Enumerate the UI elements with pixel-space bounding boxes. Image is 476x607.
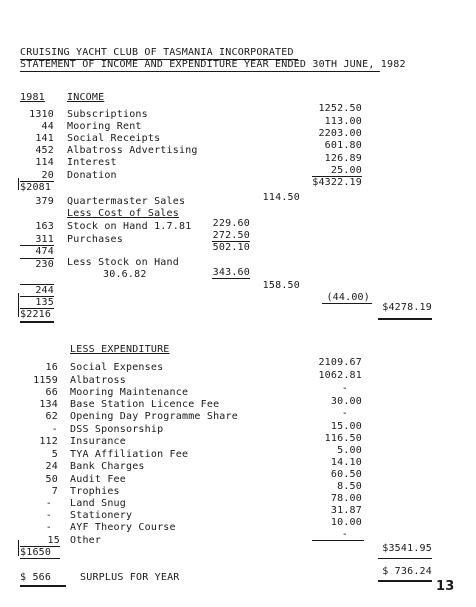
organisation-title: CRUISING YACHT CLUB OF TASMANIA INCORPORATED bbox=[20, 47, 294, 58]
expenditure-total-rule bbox=[312, 540, 364, 541]
qm-sales-prior: 379 bbox=[35, 196, 54, 207]
income-amount: 1252.50 bbox=[318, 103, 362, 114]
income-amount: 601.80 bbox=[324, 140, 362, 151]
expense-amount: 30.00 bbox=[330, 396, 362, 407]
income-label: Social Receipts bbox=[67, 133, 161, 144]
expense-prior: 66 bbox=[45, 387, 58, 398]
expense-amount: 8.50 bbox=[337, 481, 362, 492]
expense-label: Other bbox=[70, 535, 102, 546]
expense-amount: 78.00 bbox=[330, 493, 362, 504]
qm-net-rule bbox=[322, 303, 372, 304]
qm-cogs-prior: 244 bbox=[35, 285, 54, 296]
qm-closing-label: Less Stock on Hand bbox=[67, 257, 179, 268]
qm-stock-prior: 163 bbox=[35, 221, 54, 232]
qm-sum-prior: 474 bbox=[35, 246, 54, 257]
expense-label: Stationery bbox=[70, 510, 133, 521]
expense-label: Land Snug bbox=[70, 498, 126, 509]
expense-prior: 24 bbox=[45, 461, 58, 472]
qm-cogs-prior-rule bbox=[20, 284, 54, 285]
expenditure-total-underline bbox=[378, 558, 432, 559]
expense-label: DSS Sponsorship bbox=[70, 424, 164, 435]
qm-closing-amount: 343.60 bbox=[212, 267, 250, 278]
expense-prior: - bbox=[51, 424, 58, 435]
income-label: Subscriptions bbox=[67, 109, 148, 120]
expense-label: Bank Charges bbox=[70, 461, 145, 472]
expense-amount: 1062.81 bbox=[318, 370, 362, 381]
surplus-label: SURPLUS FOR YEAR bbox=[80, 572, 180, 583]
income-amount: 126.89 bbox=[324, 153, 362, 164]
expense-amount: 10.00 bbox=[330, 517, 362, 528]
income-prior: 44 bbox=[41, 121, 54, 132]
page-number: 13 bbox=[436, 579, 455, 594]
income-prior: 114 bbox=[35, 157, 54, 168]
income-label: Mooring Rent bbox=[67, 121, 142, 132]
expense-amount: 116.50 bbox=[324, 433, 362, 444]
total-income-amount: $4278.19 bbox=[382, 302, 432, 313]
expense-prior: 134 bbox=[39, 399, 58, 410]
total-income-prior: $2216 bbox=[20, 309, 52, 320]
qm-sum-amount: 502.10 bbox=[212, 242, 250, 253]
expense-label: Albatross bbox=[70, 375, 126, 386]
expense-prior: 62 bbox=[45, 411, 58, 422]
qm-purchases-label: Purchases bbox=[67, 234, 123, 245]
surplus-prior: $ 566 bbox=[20, 572, 52, 583]
income-prior: 452 bbox=[35, 145, 54, 156]
qm-less-cost-label: Less Cost of Sales bbox=[67, 208, 179, 219]
expense-prior: 50 bbox=[45, 474, 58, 485]
expense-label: Opening Day Programme Share bbox=[70, 411, 238, 422]
expense-prior: 16 bbox=[45, 362, 58, 373]
income-prior: 141 bbox=[35, 133, 54, 144]
expense-label: Mooring Maintenance bbox=[70, 387, 189, 398]
qm-net-amount: (44.00) bbox=[326, 292, 370, 303]
expense-label: AYF Theory Course bbox=[70, 522, 176, 533]
income-subtotal-prior: $2081 bbox=[20, 182, 52, 193]
expense-label: TYA Affiliation Fee bbox=[70, 449, 189, 460]
income-amount: 113.00 bbox=[324, 116, 362, 127]
expenditure-prior-underline bbox=[20, 558, 60, 559]
expense-label: Audit Fee bbox=[70, 474, 126, 485]
qm-purchases-amount: 272.50 bbox=[212, 230, 250, 241]
qm-closing-rule bbox=[212, 278, 250, 279]
expense-amount: - bbox=[341, 529, 348, 540]
qm-closing-date: 30.6.82 bbox=[103, 269, 147, 280]
expense-label: Trophies bbox=[70, 486, 120, 497]
expenditure-heading: LESS EXPENDITURE bbox=[70, 344, 170, 355]
income-label: Interest bbox=[67, 157, 117, 168]
expense-amount: 31.87 bbox=[330, 505, 362, 516]
qm-sales-amount: 114.50 bbox=[262, 192, 300, 203]
expense-prior: - bbox=[45, 522, 52, 533]
income-amount: 2203.00 bbox=[318, 128, 362, 139]
total-income-prior-double-rule bbox=[20, 321, 54, 323]
statement-title-underline bbox=[20, 71, 380, 72]
expenditure-total-prior: $1650 bbox=[20, 547, 52, 558]
expenditure-total: $3541.95 bbox=[382, 543, 432, 554]
income-amount: 25.00 bbox=[330, 165, 362, 176]
statement-title: STATEMENT OF INCOME AND EXPENDITURE YEAR ENDED 30TH JUNE, 1982 bbox=[20, 59, 406, 70]
expense-amount: 14.10 bbox=[330, 457, 362, 468]
qm-closing-prior-rule bbox=[20, 258, 54, 259]
qm-stock-label: Stock on Hand 1.7.81 bbox=[67, 221, 192, 232]
income-label: Donation bbox=[67, 170, 117, 181]
income-prior: 1310 bbox=[29, 109, 54, 120]
expense-amount: 15.00 bbox=[330, 421, 362, 432]
qm-stock-amount: 229.60 bbox=[212, 218, 250, 229]
expense-amount: - bbox=[341, 408, 348, 419]
qm-sales-label: Quartermaster Sales bbox=[67, 196, 186, 207]
expense-label: Social Expenses bbox=[70, 362, 164, 373]
income-heading: INCOME bbox=[67, 92, 105, 103]
expense-prior: 1159 bbox=[33, 375, 58, 386]
surplus-amount: $ 736.24 bbox=[382, 566, 432, 577]
expense-amount: 60.50 bbox=[330, 469, 362, 480]
expense-label: Base Station Licence Fee bbox=[70, 399, 220, 410]
qm-purchases-prior: 311 bbox=[35, 234, 54, 245]
expense-prior: - bbox=[45, 510, 52, 521]
qm-net-prior: 135 bbox=[35, 297, 54, 308]
surplus-prior-double-rule bbox=[20, 585, 66, 587]
qm-cost-amount: 158.50 bbox=[262, 280, 300, 291]
income-label: Albatross Advertising bbox=[67, 145, 198, 156]
qm-closing-prior: 230 bbox=[35, 259, 54, 270]
total-income-double-rule bbox=[378, 318, 432, 320]
expense-amount: 2109.67 bbox=[318, 357, 362, 368]
expense-label: Insurance bbox=[70, 436, 126, 447]
prior-year-heading: 1981 bbox=[20, 92, 45, 103]
expense-prior: 15 bbox=[47, 535, 60, 546]
expense-prior: 7 bbox=[51, 486, 58, 497]
expense-prior: 5 bbox=[51, 449, 58, 460]
expense-prior: 112 bbox=[39, 436, 58, 447]
income-prior: 20 bbox=[41, 170, 54, 181]
income-subtotal: $4322.19 bbox=[312, 177, 362, 188]
expense-amount: - bbox=[341, 383, 348, 394]
expense-prior: - bbox=[45, 498, 52, 509]
expense-amount: 5.00 bbox=[337, 445, 362, 456]
surplus-double-rule bbox=[378, 580, 432, 582]
